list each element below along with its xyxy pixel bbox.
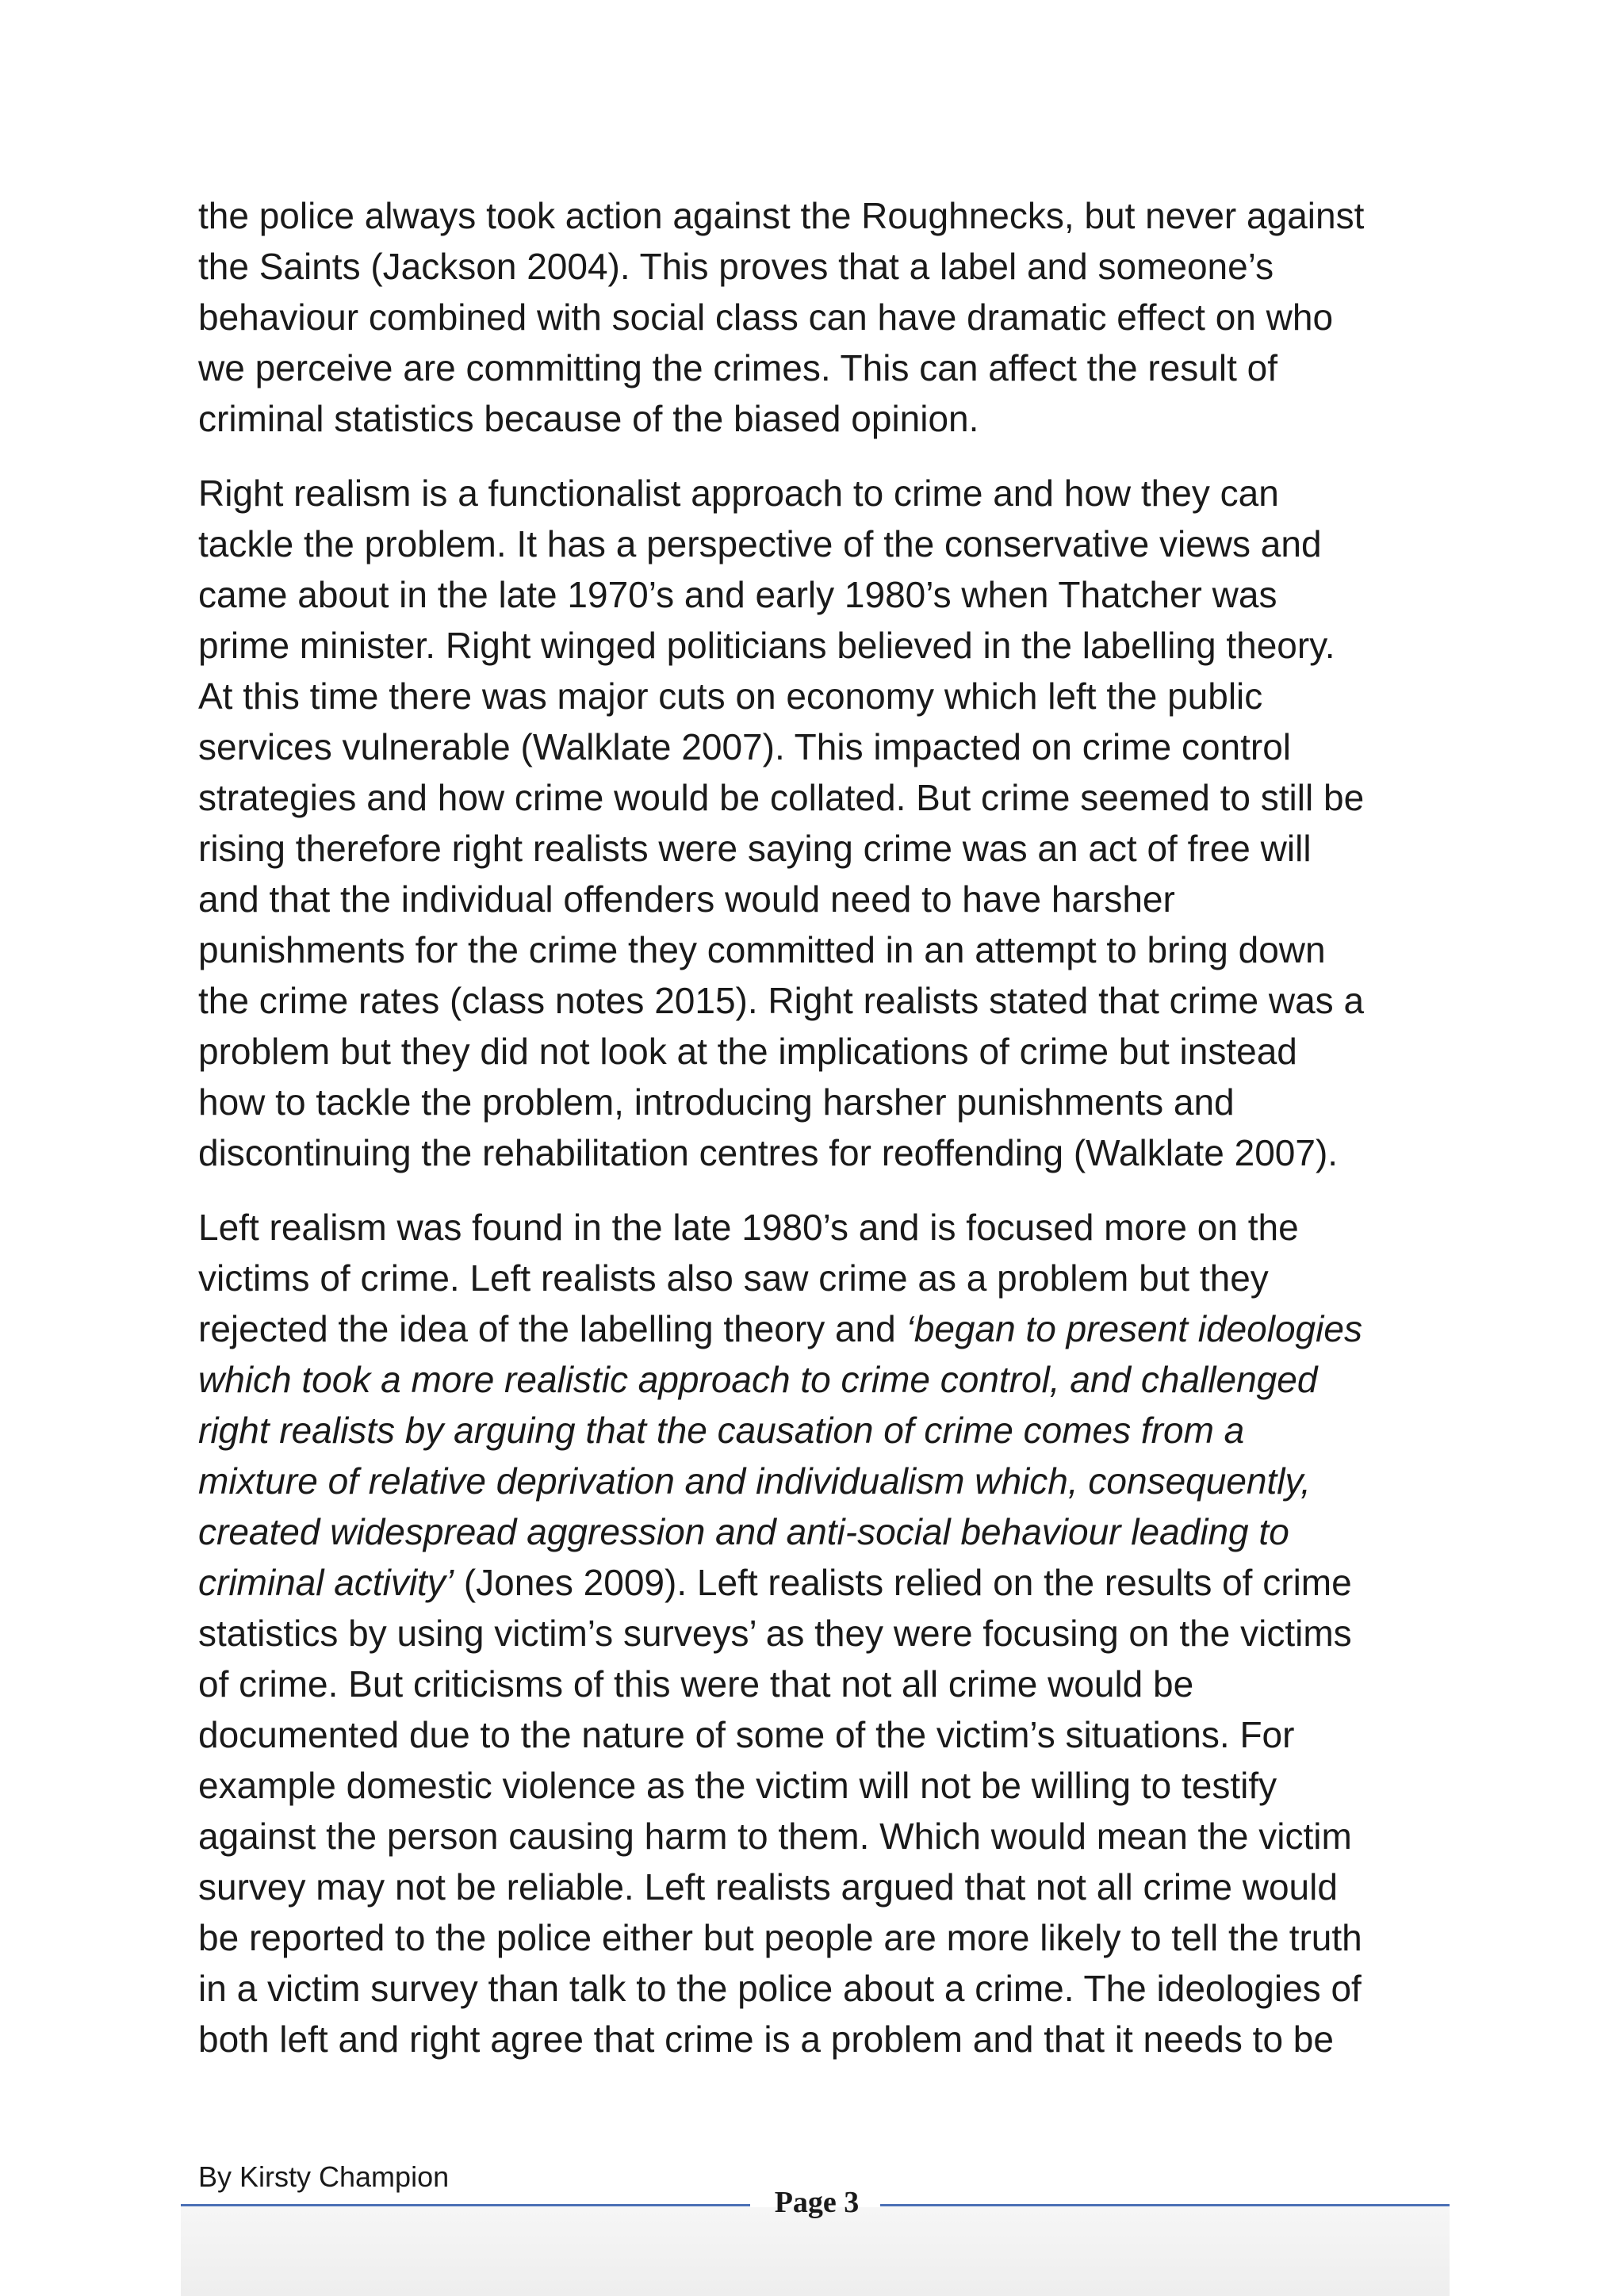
text-line (198, 393, 1443, 444)
text-line (198, 1659, 1443, 1709)
text-line (198, 1202, 1443, 1253)
text-line (198, 1862, 1443, 1912)
paragraph (198, 1202, 1443, 2064)
text-segment: of crime. But criticisms of this were that not all crime would be (198, 1663, 1194, 1705)
text-segment: behaviour combined with social class can have dramatic effect on who (198, 297, 1334, 338)
text-segment: against the person causing harm to them. Which would mean the victim (198, 1816, 1352, 1857)
text-line (198, 874, 1443, 924)
text-line (198, 1506, 1443, 1557)
text-segment: prime minister. Right winged politicians believed in the labelling theory. (198, 625, 1335, 666)
text-line (198, 292, 1443, 342)
text-segment: the Saints (Jackson 2004). This proves that a label and someone’s (198, 246, 1274, 287)
text-segment: rising therefore right realists were saying crime was an act of free will (198, 828, 1312, 869)
text-segment: At this time there was major cuts on economy which left the public (198, 675, 1263, 717)
text-segment: problem but they did not look at the implications of crime but instead (198, 1031, 1297, 1072)
text-segment: came about in the late 1970’s and early 1980’s when Thatcher was (198, 574, 1277, 615)
text-line (198, 1456, 1443, 1506)
text-segment: in a victim survey than talk to the police about a crime. The ideologies of (198, 1968, 1362, 2009)
text-line (198, 1608, 1443, 1659)
text-line (198, 241, 1443, 292)
text-line (198, 1253, 1443, 1303)
text-segment: strategies and how crime would be collated. But crime seemed to still be (198, 777, 1365, 818)
paragraph (198, 468, 1443, 1178)
text-line (198, 1303, 1443, 1354)
text-segment: (Jones 2009). Left realists relied on the results of crime (454, 1562, 1352, 1603)
text-segment: both left and right agree that crime is a problem and that it needs to be (198, 2019, 1334, 2060)
text-segment: survey may not be reliable. Left realists argued that not all crime would (198, 1866, 1338, 1908)
text-line (198, 823, 1443, 874)
text-segment: criminal statistics because of the biased opinion. (198, 398, 979, 439)
footer-rule-left (181, 2204, 750, 2206)
text-segment: the police always took action against the Roughnecks, but never against (198, 195, 1365, 236)
italic-quote-segment: created widespread aggression and anti-social behaviour leading to (198, 1511, 1289, 1552)
document-body (198, 190, 1443, 2088)
text-line (198, 1963, 1443, 2014)
text-line (198, 975, 1443, 1026)
text-segment: Right realism is a functionalist approach to crime and how they can (198, 473, 1279, 514)
text-line (198, 1709, 1443, 1760)
italic-quote-segment: which took a more realistic approach to crime control, and challenged (198, 1359, 1318, 1400)
text-line (198, 620, 1443, 671)
text-line (198, 468, 1443, 519)
text-line (198, 772, 1443, 823)
text-line (198, 1026, 1443, 1077)
italic-quote-segment: right realists by arguing that the causation of crime comes from a (198, 1410, 1245, 1451)
footer-shading (181, 2207, 1450, 2296)
footer-author: By Kirsty Champion (198, 2160, 450, 2193)
text-segment: the crime rates (class notes 2015). Right realists stated that crime was a (198, 980, 1365, 1021)
text-segment: example domestic violence as the victim will not be willing to testify (198, 1765, 1277, 1806)
text-line (198, 1354, 1443, 1405)
text-segment: victims of crime. Left realists also saw crime as a problem but they (198, 1257, 1269, 1299)
text-segment: we perceive are committing the crimes. This can affect the result of (198, 347, 1277, 388)
footer-rule-right (880, 2204, 1450, 2206)
text-segment: statistics by using victim’s surveys’ as they were focusing on the victims (198, 1613, 1352, 1654)
text-segment: Left realism was found in the late 1980’s and is focused more on the (198, 1207, 1299, 1248)
text-segment: how to tackle the problem, introducing harsher punishments and (198, 1081, 1235, 1123)
italic-quote-segment: criminal activity’ (198, 1562, 454, 1603)
text-segment: services vulnerable (Walklate 2007). This impacted on crime control (198, 726, 1292, 767)
paragraph (198, 190, 1443, 444)
text-line (198, 569, 1443, 620)
text-line (198, 671, 1443, 721)
text-segment: be reported to the police either but people are more likely to tell the truth (198, 1917, 1362, 1958)
text-line (198, 1557, 1443, 1608)
text-segment: discontinuing the rehabilitation centres for reoffending (Walklate 2007). (198, 1132, 1339, 1173)
text-line (198, 1912, 1443, 1963)
text-line (198, 190, 1443, 241)
page-number: Page 3 (774, 2186, 860, 2219)
text-line (198, 1127, 1443, 1178)
text-segment: punishments for the crime they committed in an attempt to bring down (198, 929, 1326, 970)
text-line (198, 721, 1443, 772)
text-line (198, 924, 1443, 975)
text-segment: rejected the idea of the labelling theory and (198, 1308, 906, 1349)
text-line (198, 1760, 1443, 1811)
italic-quote-segment: mixture of relative deprivation and individualism which, consequently, (198, 1460, 1311, 1502)
text-segment: documented due to the nature of some of the victim’s situations. For (198, 1714, 1295, 1755)
text-segment: and that the individual offenders would need to have harsher (198, 878, 1175, 920)
text-line (198, 342, 1443, 393)
italic-quote-segment: ‘began to present ideologies (906, 1308, 1362, 1349)
text-line (198, 2014, 1443, 2064)
text-line (198, 1405, 1443, 1456)
text-segment: tackle the problem. It has a perspective of the conservative views and (198, 523, 1322, 564)
text-line (198, 1811, 1443, 1862)
text-line (198, 1077, 1443, 1127)
text-line (198, 519, 1443, 569)
